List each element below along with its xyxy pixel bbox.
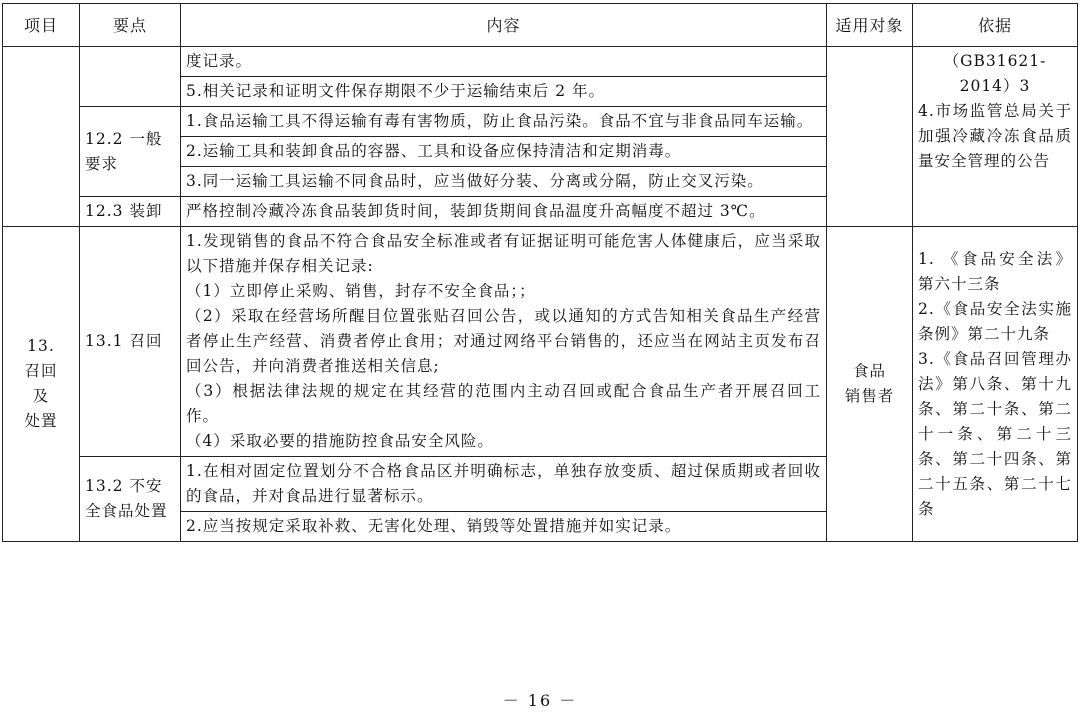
recall-line: （4）采取必要的措施防控食品安全风险。: [186, 432, 494, 450]
header-target: 适用对象: [827, 4, 913, 47]
basis-line: 2.《食品安全法实施条例》第二十九条: [918, 299, 1072, 343]
table-row: [3, 47, 1078, 77]
header-project: 项目: [3, 4, 80, 47]
header-basis: 依据: [913, 4, 1078, 47]
basis-cell-12: [913, 47, 1078, 227]
table-row: [3, 227, 1078, 457]
content-cell: 2.应当按规定采取补救、无害化处理、销毁等处置措施并如实记录。: [181, 512, 827, 542]
target-cell-13: [827, 227, 913, 542]
content-cell: [181, 227, 827, 457]
content-cell: 3.同一运输工具运输不同食品时，应当做好分装、分离或分隔，防止交叉污染。: [181, 167, 827, 197]
recall-line: （1）立即停止采购、销售，封存不安全食品；；: [186, 282, 536, 300]
content-cell: 1.食品运输工具不得运输有毒有害物质，防止食品污染。食品不宜与非食品同车运输。: [181, 107, 827, 137]
project-cell-12: [3, 47, 80, 227]
basis-line: 3.《食品召回管理办法》第八条、第十九条、第二十条、第二十一条、第二十三条、第二十四条、第二十五条、第二十七条: [918, 349, 1072, 518]
page-number: － 16 －: [502, 691, 578, 710]
target-line: 销售者: [844, 387, 895, 405]
basis-line: 1. 《食品安全法》第六十三条: [918, 249, 1072, 293]
project-line: 召回: [24, 362, 58, 380]
recall-line: （3）根据法律法规的规定在其经营的范围内主动召回或配合食品生产者开展召回工作。: [186, 382, 821, 425]
basis-line: （GB31621-2014）3: [943, 52, 1047, 95]
content-cell: 1.在相对固定位置划分不合格食品区并明确标志，单独存放变质、超过保质期或者回收的食品，并对食品进行显著标示。: [181, 457, 827, 512]
regulation-table: [2, 3, 1078, 542]
header-row: [3, 4, 1078, 47]
content-cell: 度记录。: [181, 47, 827, 77]
point-cell-12-1: [80, 47, 181, 107]
content-cell: 2.运输工具和装卸食品的容器、工具和设备应保持清洁和定期消毒。: [181, 137, 827, 167]
point-cell-13-2: 13.2 不安全食品处置: [80, 457, 181, 542]
project-line: 处置: [24, 412, 58, 430]
target-cell-12: [827, 47, 913, 227]
content-cell: 5.相关记录和证明文件保存期限不少于运输结束后 2 年。: [181, 77, 827, 107]
project-line: 13.: [27, 337, 55, 355]
point-cell-12-3: 12.3 装卸: [80, 197, 181, 227]
recall-line: （2）采取在经营场所醒目位置张贴召回公告，或以通知的方式告知相关食品生产经营者停止生产经营、消费者停止食用；对通过网络平台销售的，还应当在网站主页发布召回公告，并向消费者推送相关信息;: [186, 307, 821, 375]
basis-cell-13: [913, 227, 1078, 542]
point-cell-12-2: 12.2 一般要求: [80, 107, 181, 197]
header-point: 要点: [80, 4, 181, 47]
header-content: 内容: [181, 4, 827, 47]
target-line: 食品: [852, 362, 886, 380]
project-line: 及: [32, 387, 50, 405]
project-cell-13: [3, 227, 80, 542]
point-cell-13-1: 13.1 召回: [80, 227, 181, 457]
content-cell: 严格控制冷藏冷冻食品装卸货时间，装卸货期间食品温度升高幅度不超过 3℃。: [181, 197, 827, 227]
basis-line: 4.市场监管总局关于加强冷藏冷冻食品质量安全管理的公告: [918, 102, 1072, 170]
recall-line: 1.发现销售的食品不符合食品安全标准或者有证据证明可能危害人体健康后，应当采取以下措施并保存相关记录:: [186, 232, 821, 275]
